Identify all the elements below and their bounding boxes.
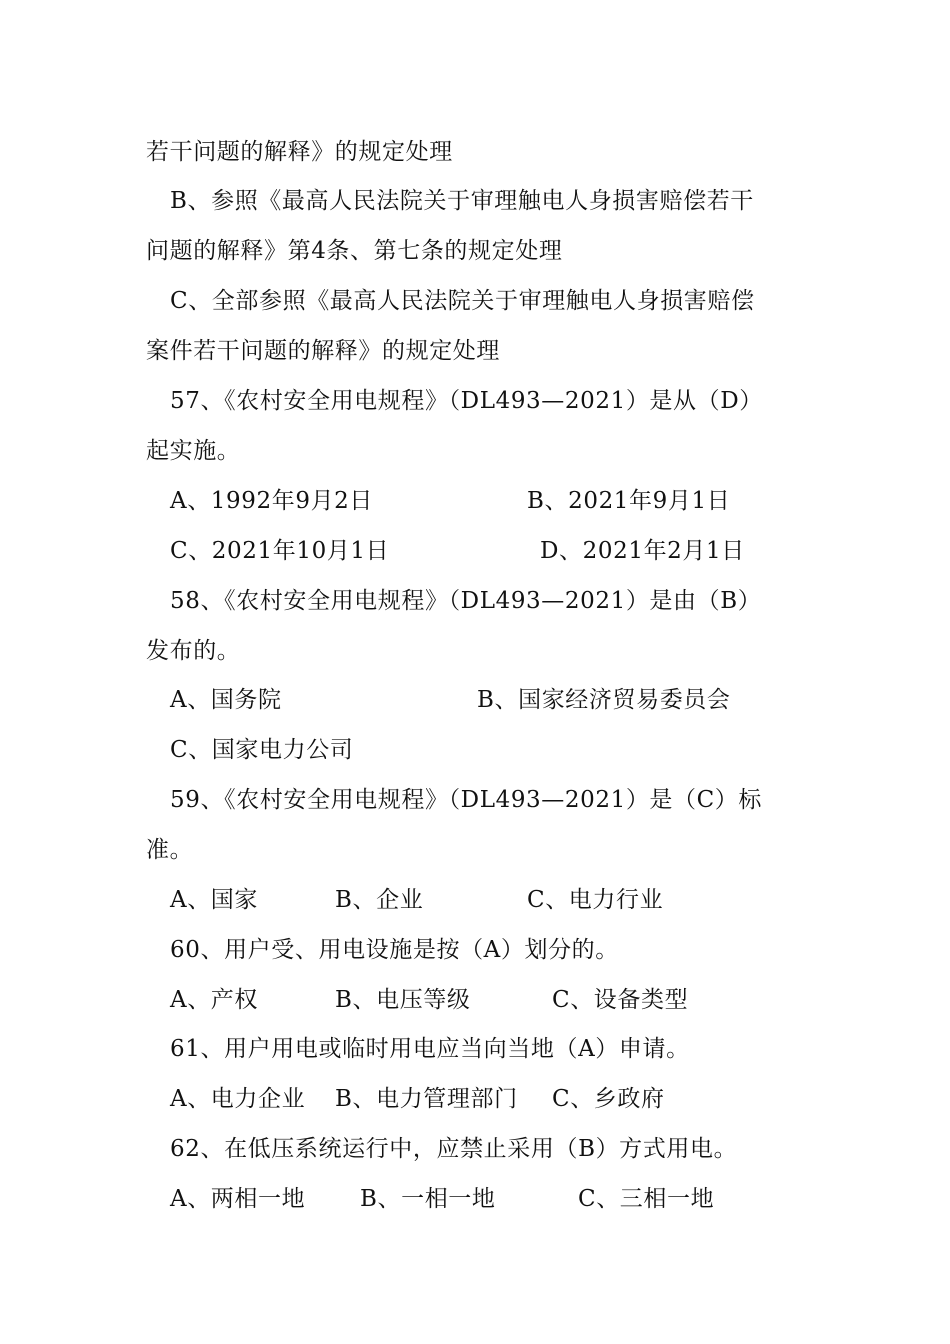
q58-option-c: C、国家电力公司 — [170, 737, 354, 763]
text-line: 问题的解释》第4条、第七条的规定处理 — [146, 238, 563, 264]
q59-option-b: B、企业 — [335, 887, 424, 913]
question-59: 59、《农村安全用电规程》（DL493—2021）是（C）标 — [170, 787, 763, 813]
q57-option-c: C、2021年10月1日 — [170, 538, 390, 564]
option-c-line: C、全部参照《最高人民法院关于审理触电人身损害赔偿 — [170, 288, 755, 314]
q61-option-b: B、电力管理部门 — [335, 1086, 518, 1112]
question-61: 61、用户用电或临时用电应当向当地（A）申请。 — [170, 1036, 690, 1062]
q60-option-a: A、产权 — [170, 987, 259, 1013]
q62-option-a: A、两相一地 — [170, 1186, 306, 1212]
q59-option-c: C、电力行业 — [527, 887, 664, 913]
question-62: 62、在低压系统运行中，应禁止采用（B）方式用电。 — [170, 1136, 738, 1162]
option-b-line: B、参照《最高人民法院关于审理触电人身损害赔偿若干 — [170, 188, 754, 214]
text-line: 案件若干问题的解释》的规定处理 — [146, 338, 500, 364]
text-line: 若干问题的解释》的规定处理 — [146, 139, 453, 165]
q58-option-b: B、国家经济贸易委员会 — [477, 687, 731, 713]
question-59-cont: 准。 — [146, 837, 194, 863]
q58-option-a: A、国务院 — [170, 687, 282, 713]
question-60: 60、用户受、用电设施是按（A）划分的。 — [170, 937, 619, 963]
q62-option-b: B、一相一地 — [360, 1186, 496, 1212]
question-57-cont: 起实施。 — [146, 438, 241, 464]
q62-option-c: C、三相一地 — [578, 1186, 715, 1212]
q60-option-b: B、电压等级 — [335, 987, 471, 1013]
q57-option-a: A、1992年9月2日 — [170, 488, 374, 514]
question-57: 57、《农村安全用电规程》（DL493—2021）是从（D） — [170, 388, 763, 414]
q57-option-d: D、2021年2月1日 — [540, 538, 745, 564]
q60-option-c: C、设备类型 — [552, 987, 689, 1013]
q59-option-a: A、国家 — [170, 887, 259, 913]
q61-option-a: A、电力企业 — [170, 1086, 306, 1112]
q57-option-b: B、2021年9月1日 — [527, 488, 731, 514]
q61-option-c: C、乡政府 — [552, 1086, 665, 1112]
question-58-cont: 发布的。 — [146, 638, 241, 664]
question-58: 58、《农村安全用电规程》（DL493—2021）是由（B） — [170, 588, 762, 614]
